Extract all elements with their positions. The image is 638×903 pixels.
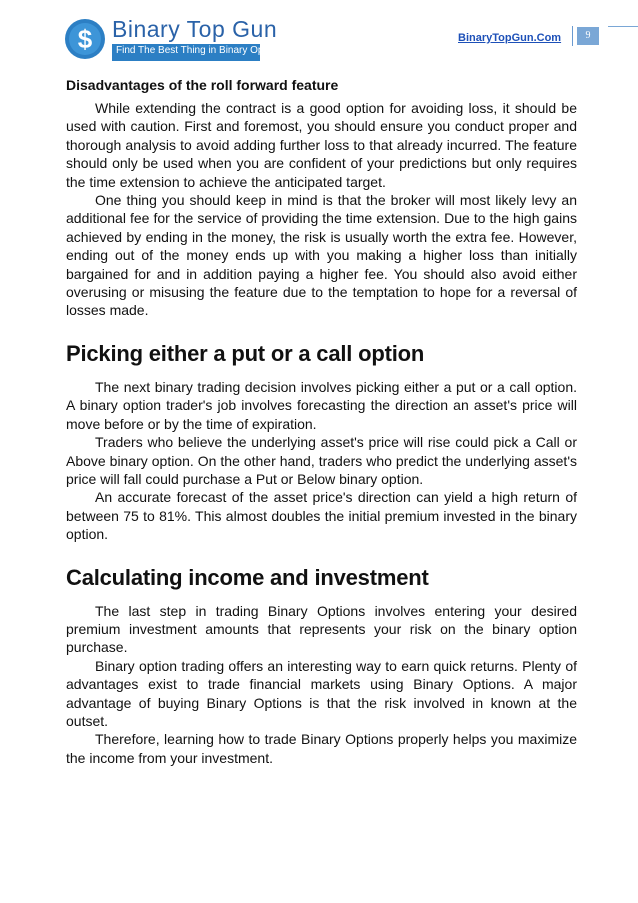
header-divider: [572, 26, 573, 46]
logo-tagline: Find The Best Thing in Binary Options: [116, 45, 285, 56]
dollar-coin-icon: [64, 18, 106, 60]
paragraph: While extending the contract is a good option for avoiding loss, it should be used with caution. First and foremost, you should ensure you conduct proper and thorough analysis to avoid adding further loss to that already incurred. The feature should only be used when you are confident of your predictions but only requires the time extension to achieve the anticipated target.: [66, 100, 577, 190]
page-header: [0, 0, 638, 70]
paragraph: An accurate forecast of the asset price's direction can yield a high return of between 75 to 81%. This almost doubles the initial premium invested in the binary option.: [66, 489, 577, 543]
site-logo[interactable]: [64, 14, 285, 64]
section-heading-put-call: Picking either a put or a call option: [66, 340, 425, 366]
section-heading-roll-forward: Disadvantages of the roll forward feature: [66, 77, 339, 93]
site-link[interactable]: BinaryTopGun.Com: [458, 32, 562, 44]
page-content: [66, 76, 577, 767]
paragraph: Binary option trading offers an interesting way to earn quick returns. Plenty of advantages exist to trade financial markets using Binary Options. A major advantage of buying Binary Options is that the risk involved in known at the outset.: [66, 657, 577, 729]
paragraph: One thing you should keep in mind is that the broker will most likely levy an additional fee for the service of providing the time extension. Due to the high gains achieved by ending in the money, the risk is usually worth the extra fee. However, ending out of the money ends up with you making a higher loss than initially bargained for and in addition paying a higher fee. You should also avoid either overusing or misusing the feature due to the temptation to hope for a reversal of losses made.: [66, 192, 577, 319]
section-heading-income: Calculating income and investment: [66, 564, 429, 590]
page-number: 9: [577, 27, 599, 45]
paragraph: The next binary trading decision involves picking either a put or a call option. A binary option trader's job involves forecasting the direction an asset's price will move before or by the time of expiration.: [66, 378, 577, 432]
paragraph: Traders who believe the underlying asset's price will rise could pick a Call or Above binary option. On the other hand, traders who predict the underlying asset's price will fall could purchase a Put or Below binary option.: [66, 434, 577, 487]
logo-title: Binary Top Gun: [112, 16, 278, 42]
svg-text:$: $: [77, 24, 93, 54]
paragraph: The last step in trading Binary Options involves entering your desired premium investment amounts that represents your risk on the binary option purchase.: [66, 602, 577, 656]
paragraph: Therefore, learning how to trade Binary Options properly helps you maximize the income from your investment.: [66, 731, 577, 766]
header-rule: [608, 26, 638, 47]
